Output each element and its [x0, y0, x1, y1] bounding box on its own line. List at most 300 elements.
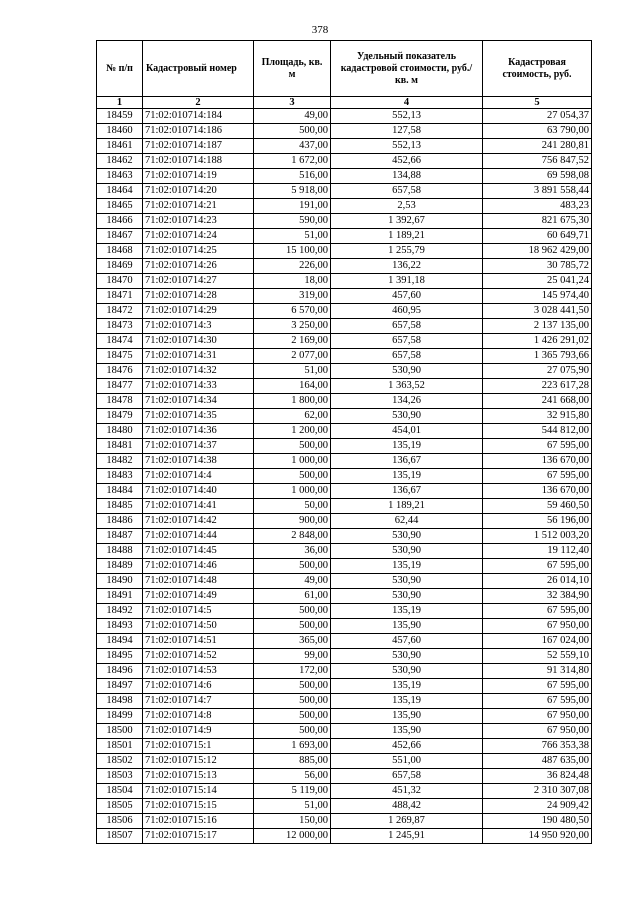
cell-cadastral-value: 27 054,37: [483, 109, 592, 124]
cell-area: 500,00: [254, 469, 331, 484]
cell-cadastral-number: 71:02:010714:27: [143, 274, 254, 289]
cell-unit-value: 552,13: [331, 139, 483, 154]
cell-unit-value: 454,01: [331, 424, 483, 439]
cell-cadastral-number: 71:02:010714:50: [143, 619, 254, 634]
cell-area: 99,00: [254, 649, 331, 664]
cell-cadastral-number: 71:02:010714:30: [143, 334, 254, 349]
cell-area: 51,00: [254, 799, 331, 814]
cell-row-number: 18468: [97, 244, 143, 259]
table-row: [97, 244, 592, 259]
cell-unit-value: 657,58: [331, 334, 483, 349]
table-row: [97, 349, 592, 364]
table-row: [97, 814, 592, 829]
cell-row-number: 18494: [97, 634, 143, 649]
table-row: [97, 694, 592, 709]
cell-area: 500,00: [254, 559, 331, 574]
table-row: [97, 784, 592, 799]
cell-cadastral-number: 71:02:010714:36: [143, 424, 254, 439]
cell-area: 15 100,00: [254, 244, 331, 259]
table-row: [97, 769, 592, 784]
header-row-number: № п/п: [97, 41, 143, 97]
cell-cadastral-number: 71:02:010714:5: [143, 604, 254, 619]
cell-unit-value: 488,42: [331, 799, 483, 814]
cell-cadastral-value: 56 196,00: [483, 514, 592, 529]
table-row: [97, 169, 592, 184]
cell-row-number: 18496: [97, 664, 143, 679]
cell-cadastral-number: 71:02:010714:53: [143, 664, 254, 679]
cell-area: 5 918,00: [254, 184, 331, 199]
cell-area: 191,00: [254, 199, 331, 214]
table-row: [97, 664, 592, 679]
cell-cadastral-number: 71:02:010714:38: [143, 454, 254, 469]
cell-cadastral-value: 190 480,50: [483, 814, 592, 829]
cell-cadastral-value: 19 112,40: [483, 544, 592, 559]
header-row: [97, 41, 592, 97]
cell-area: 164,00: [254, 379, 331, 394]
cell-cadastral-number: 71:02:010714:33: [143, 379, 254, 394]
header-unit-value: Удельный показатель кадастровой стоимости, руб./кв. м: [331, 41, 483, 97]
cell-cadastral-number: 71:02:010714:29: [143, 304, 254, 319]
cell-unit-value: 460,95: [331, 304, 483, 319]
table-row: [97, 514, 592, 529]
cell-row-number: 18477: [97, 379, 143, 394]
cell-cadastral-number: 71:02:010714:46: [143, 559, 254, 574]
table-row: [97, 454, 592, 469]
cell-area: 1 000,00: [254, 454, 331, 469]
cell-area: 5 119,00: [254, 784, 331, 799]
cell-cadastral-value: 241 280,81: [483, 139, 592, 154]
cell-area: 226,00: [254, 259, 331, 274]
column-number: 2: [143, 97, 254, 109]
cell-area: 6 570,00: [254, 304, 331, 319]
cell-cadastral-number: 71:02:010714:26: [143, 259, 254, 274]
page-number: 378: [311, 24, 329, 36]
cell-area: 62,00: [254, 409, 331, 424]
table-row: [97, 574, 592, 589]
cell-area: 49,00: [254, 574, 331, 589]
cell-unit-value: 530,90: [331, 529, 483, 544]
table-row: [97, 184, 592, 199]
cell-cadastral-number: 71:02:010714:9: [143, 724, 254, 739]
table-row: [97, 484, 592, 499]
cell-unit-value: 135,90: [331, 724, 483, 739]
cell-cadastral-value: 30 785,72: [483, 259, 592, 274]
table-row: [97, 679, 592, 694]
cell-row-number: 18500: [97, 724, 143, 739]
cell-area: 1 693,00: [254, 739, 331, 754]
cell-cadastral-number: 71:02:010714:21: [143, 199, 254, 214]
cell-cadastral-number: 71:02:010714:19: [143, 169, 254, 184]
cell-unit-value: 551,00: [331, 754, 483, 769]
cell-unit-value: 62,44: [331, 514, 483, 529]
cell-row-number: 18480: [97, 424, 143, 439]
cell-cadastral-value: 821 675,30: [483, 214, 592, 229]
cell-cadastral-number: 71:02:010714:6: [143, 679, 254, 694]
cell-cadastral-number: 71:02:010714:23: [143, 214, 254, 229]
cell-cadastral-value: 766 353,38: [483, 739, 592, 754]
cell-cadastral-number: 71:02:010714:41: [143, 499, 254, 514]
cell-cadastral-number: 71:02:010714:35: [143, 409, 254, 424]
cell-row-number: 18484: [97, 484, 143, 499]
cell-cadastral-value: 24 909,42: [483, 799, 592, 814]
cell-area: 49,00: [254, 109, 331, 124]
table-body: [97, 109, 592, 844]
cell-row-number: 18466: [97, 214, 143, 229]
table-row: [97, 109, 592, 124]
table-row: [97, 589, 592, 604]
cell-cadastral-number: 71:02:010714:40: [143, 484, 254, 499]
cell-row-number: 18486: [97, 514, 143, 529]
table-row: [97, 799, 592, 814]
cell-unit-value: 1 269,87: [331, 814, 483, 829]
cell-unit-value: 135,19: [331, 559, 483, 574]
cell-area: 500,00: [254, 694, 331, 709]
cell-cadastral-value: 25 041,24: [483, 274, 592, 289]
cell-row-number: 18462: [97, 154, 143, 169]
cell-area: 590,00: [254, 214, 331, 229]
cell-row-number: 18490: [97, 574, 143, 589]
cell-unit-value: 1 189,21: [331, 499, 483, 514]
cell-cadastral-value: 32 915,80: [483, 409, 592, 424]
cell-unit-value: 1 391,18: [331, 274, 483, 289]
cell-cadastral-value: 136 670,00: [483, 484, 592, 499]
cell-cadastral-number: 71:02:010714:186: [143, 124, 254, 139]
cell-cadastral-number: 71:02:010714:51: [143, 634, 254, 649]
cell-row-number: 18472: [97, 304, 143, 319]
cell-area: 1 672,00: [254, 154, 331, 169]
table-row: [97, 259, 592, 274]
table-row: [97, 439, 592, 454]
cell-area: 3 250,00: [254, 319, 331, 334]
cell-row-number: 18495: [97, 649, 143, 664]
cell-row-number: 18503: [97, 769, 143, 784]
cell-row-number: 18491: [97, 589, 143, 604]
cell-cadastral-value: 2 310 307,08: [483, 784, 592, 799]
cell-cadastral-number: 71:02:010714:32: [143, 364, 254, 379]
cell-cadastral-number: 71:02:010714:31: [143, 349, 254, 364]
cell-cadastral-value: 167 024,00: [483, 634, 592, 649]
cell-unit-value: 134,26: [331, 394, 483, 409]
cell-cadastral-value: 223 617,28: [483, 379, 592, 394]
table-row: [97, 469, 592, 484]
cell-cadastral-value: 483,23: [483, 199, 592, 214]
cell-cadastral-value: 136 670,00: [483, 454, 592, 469]
cell-cadastral-number: 71:02:010715:13: [143, 769, 254, 784]
cell-cadastral-number: 71:02:010714:34: [143, 394, 254, 409]
table-row: [97, 364, 592, 379]
cell-cadastral-number: 71:02:010715:1: [143, 739, 254, 754]
cell-row-number: 18463: [97, 169, 143, 184]
cell-unit-value: 657,58: [331, 349, 483, 364]
cell-row-number: 18499: [97, 709, 143, 724]
cell-cadastral-number: 71:02:010714:24: [143, 229, 254, 244]
cell-cadastral-number: 71:02:010714:52: [143, 649, 254, 664]
table-row: [97, 424, 592, 439]
cell-unit-value: 136,67: [331, 484, 483, 499]
cell-unit-value: 135,19: [331, 604, 483, 619]
table-row: [97, 214, 592, 229]
cell-row-number: 18461: [97, 139, 143, 154]
cell-unit-value: 657,58: [331, 769, 483, 784]
column-number: 5: [483, 97, 592, 109]
cell-row-number: 18470: [97, 274, 143, 289]
cell-row-number: 18492: [97, 604, 143, 619]
cell-row-number: 18488: [97, 544, 143, 559]
cell-unit-value: 457,60: [331, 289, 483, 304]
cell-row-number: 18474: [97, 334, 143, 349]
cell-row-number: 18483: [97, 469, 143, 484]
table-row: [97, 379, 592, 394]
cell-cadastral-value: 26 014,10: [483, 574, 592, 589]
cell-row-number: 18502: [97, 754, 143, 769]
cell-cadastral-number: 71:02:010715:12: [143, 754, 254, 769]
cell-cadastral-number: 71:02:010714:42: [143, 514, 254, 529]
cell-unit-value: 135,19: [331, 469, 483, 484]
cell-cadastral-number: 71:02:010714:44: [143, 529, 254, 544]
cell-area: 516,00: [254, 169, 331, 184]
cell-row-number: 18479: [97, 409, 143, 424]
header-cadastral-number: Кадастровый номер: [143, 41, 254, 97]
cell-row-number: 18460: [97, 124, 143, 139]
cell-area: 500,00: [254, 124, 331, 139]
cell-cadastral-value: 91 314,80: [483, 664, 592, 679]
cell-cadastral-number: 71:02:010714:49: [143, 589, 254, 604]
cell-cadastral-value: 67 595,00: [483, 604, 592, 619]
cell-row-number: 18501: [97, 739, 143, 754]
table-row: [97, 139, 592, 154]
cell-area: 500,00: [254, 439, 331, 454]
cell-unit-value: 135,19: [331, 694, 483, 709]
cell-cadastral-value: 67 595,00: [483, 469, 592, 484]
cell-unit-value: 530,90: [331, 574, 483, 589]
table-row: [97, 334, 592, 349]
cell-row-number: 18467: [97, 229, 143, 244]
cell-unit-value: 135,19: [331, 439, 483, 454]
table-row: [97, 649, 592, 664]
cell-unit-value: 451,32: [331, 784, 483, 799]
cell-cadastral-value: 67 595,00: [483, 439, 592, 454]
table-row: [97, 634, 592, 649]
cell-cadastral-value: 241 668,00: [483, 394, 592, 409]
table-row: [97, 739, 592, 754]
cell-row-number: 18469: [97, 259, 143, 274]
cell-area: 172,00: [254, 664, 331, 679]
cell-cadastral-value: 59 460,50: [483, 499, 592, 514]
cell-cadastral-value: 36 824,48: [483, 769, 592, 784]
cell-cadastral-value: 67 595,00: [483, 559, 592, 574]
cell-area: 900,00: [254, 514, 331, 529]
cell-area: 12 000,00: [254, 829, 331, 844]
cell-row-number: 18493: [97, 619, 143, 634]
cell-cadastral-value: 544 812,00: [483, 424, 592, 439]
cell-row-number: 18487: [97, 529, 143, 544]
table-row: [97, 604, 592, 619]
cell-area: 500,00: [254, 709, 331, 724]
cell-unit-value: 1 255,79: [331, 244, 483, 259]
table-row: [97, 619, 592, 634]
cell-cadastral-number: 71:02:010714:37: [143, 439, 254, 454]
cell-unit-value: 127,58: [331, 124, 483, 139]
table-row: [97, 499, 592, 514]
cell-unit-value: 2,53: [331, 199, 483, 214]
table-header: [97, 41, 592, 109]
cell-area: 1 000,00: [254, 484, 331, 499]
cell-area: 150,00: [254, 814, 331, 829]
cell-unit-value: 657,58: [331, 184, 483, 199]
column-number: 4: [331, 97, 483, 109]
cell-row-number: 18465: [97, 199, 143, 214]
cell-row-number: 18478: [97, 394, 143, 409]
cell-row-number: 18498: [97, 694, 143, 709]
cell-row-number: 18507: [97, 829, 143, 844]
cell-row-number: 18475: [97, 349, 143, 364]
cell-cadastral-value: 1 365 793,66: [483, 349, 592, 364]
cell-unit-value: 530,90: [331, 409, 483, 424]
cell-area: 1 200,00: [254, 424, 331, 439]
cell-cadastral-number: 71:02:010714:8: [143, 709, 254, 724]
cell-row-number: 18497: [97, 679, 143, 694]
table-row: [97, 199, 592, 214]
cell-unit-value: 1 392,67: [331, 214, 483, 229]
cell-cadastral-value: 27 075,90: [483, 364, 592, 379]
cell-unit-value: 135,90: [331, 619, 483, 634]
cell-cadastral-value: 18 962 429,00: [483, 244, 592, 259]
column-number: 1: [97, 97, 143, 109]
cell-cadastral-number: 71:02:010714:7: [143, 694, 254, 709]
header-cadastral-value: Кадастровая стоимость, руб.: [483, 41, 592, 97]
cell-area: 2 848,00: [254, 529, 331, 544]
table-row: [97, 559, 592, 574]
cell-cadastral-value: 3 028 441,50: [483, 304, 592, 319]
cell-cadastral-number: 71:02:010714:4: [143, 469, 254, 484]
cell-area: 2 169,00: [254, 334, 331, 349]
cell-area: 500,00: [254, 679, 331, 694]
cell-cadastral-value: 69 598,08: [483, 169, 592, 184]
cell-row-number: 18476: [97, 364, 143, 379]
cell-cadastral-value: 14 950 920,00: [483, 829, 592, 844]
cell-cadastral-value: 756 847,52: [483, 154, 592, 169]
table-row: [97, 709, 592, 724]
table-row: [97, 409, 592, 424]
cell-cadastral-number: 71:02:010714:45: [143, 544, 254, 559]
cell-cadastral-value: 63 790,00: [483, 124, 592, 139]
cell-cadastral-number: 71:02:010715:16: [143, 814, 254, 829]
cell-cadastral-value: 67 950,00: [483, 619, 592, 634]
cell-cadastral-value: 32 384,90: [483, 589, 592, 604]
table-row: [97, 304, 592, 319]
cell-cadastral-value: 67 950,00: [483, 724, 592, 739]
cell-area: 50,00: [254, 499, 331, 514]
column-number: 3: [254, 97, 331, 109]
cell-area: 2 077,00: [254, 349, 331, 364]
cell-area: 36,00: [254, 544, 331, 559]
cell-cadastral-number: 71:02:010715:15: [143, 799, 254, 814]
cell-unit-value: 1 189,21: [331, 229, 483, 244]
cell-row-number: 18504: [97, 784, 143, 799]
cell-cadastral-number: 71:02:010714:25: [143, 244, 254, 259]
cell-row-number: 18489: [97, 559, 143, 574]
cell-row-number: 18464: [97, 184, 143, 199]
cell-cadastral-value: 52 559,10: [483, 649, 592, 664]
cell-unit-value: 552,13: [331, 109, 483, 124]
cell-cadastral-number: 71:02:010714:20: [143, 184, 254, 199]
cell-cadastral-value: 67 595,00: [483, 679, 592, 694]
cell-cadastral-value: 487 635,00: [483, 754, 592, 769]
cell-row-number: 18471: [97, 289, 143, 304]
cell-area: 319,00: [254, 289, 331, 304]
table-row: [97, 544, 592, 559]
cell-unit-value: 452,66: [331, 154, 483, 169]
cell-unit-value: 530,90: [331, 664, 483, 679]
cell-cadastral-value: 3 891 558,44: [483, 184, 592, 199]
cell-unit-value: 530,90: [331, 589, 483, 604]
cell-cadastral-value: 145 974,40: [483, 289, 592, 304]
cell-cadastral-number: 71:02:010714:187: [143, 139, 254, 154]
cell-cadastral-value: 1 512 003,20: [483, 529, 592, 544]
cell-area: 18,00: [254, 274, 331, 289]
cell-unit-value: 1 363,52: [331, 379, 483, 394]
cell-unit-value: 457,60: [331, 634, 483, 649]
cell-area: 1 800,00: [254, 394, 331, 409]
cell-area: 365,00: [254, 634, 331, 649]
cell-row-number: 18459: [97, 109, 143, 124]
cell-cadastral-number: 71:02:010714:3: [143, 319, 254, 334]
cell-cadastral-value: 67 595,00: [483, 694, 592, 709]
cell-cadastral-number: 71:02:010715:17: [143, 829, 254, 844]
cell-cadastral-number: 71:02:010714:184: [143, 109, 254, 124]
cell-cadastral-value: 60 649,71: [483, 229, 592, 244]
cell-cadastral-number: 71:02:010714:188: [143, 154, 254, 169]
table-row: [97, 229, 592, 244]
header-area: Площадь, кв. м: [254, 41, 331, 97]
cell-unit-value: 134,88: [331, 169, 483, 184]
cell-cadastral-number: 71:02:010714:28: [143, 289, 254, 304]
cell-unit-value: 530,90: [331, 544, 483, 559]
table-row: [97, 289, 592, 304]
cell-area: 885,00: [254, 754, 331, 769]
cell-cadastral-value: 2 137 135,00: [483, 319, 592, 334]
column-number-row: [97, 97, 592, 109]
cell-area: 51,00: [254, 229, 331, 244]
cell-unit-value: 136,67: [331, 454, 483, 469]
cell-unit-value: 452,66: [331, 739, 483, 754]
cell-row-number: 18482: [97, 454, 143, 469]
cell-unit-value: 530,90: [331, 649, 483, 664]
cell-area: 500,00: [254, 619, 331, 634]
cell-cadastral-value: 1 426 291,02: [483, 334, 592, 349]
cell-row-number: 18485: [97, 499, 143, 514]
cell-area: 500,00: [254, 724, 331, 739]
table-row: [97, 319, 592, 334]
cell-row-number: 18473: [97, 319, 143, 334]
cell-cadastral-value: 67 950,00: [483, 709, 592, 724]
table-row: [97, 394, 592, 409]
cell-area: 56,00: [254, 769, 331, 784]
cell-unit-value: 136,22: [331, 259, 483, 274]
cell-cadastral-number: 71:02:010714:48: [143, 574, 254, 589]
cell-area: 51,00: [254, 364, 331, 379]
cadastral-table: [96, 40, 592, 844]
table-row: [97, 724, 592, 739]
cell-area: 61,00: [254, 589, 331, 604]
table-row: [97, 829, 592, 844]
cell-unit-value: 135,19: [331, 679, 483, 694]
cell-unit-value: 530,90: [331, 364, 483, 379]
cell-row-number: 18506: [97, 814, 143, 829]
table-row: [97, 529, 592, 544]
table-row: [97, 124, 592, 139]
table-row: [97, 754, 592, 769]
